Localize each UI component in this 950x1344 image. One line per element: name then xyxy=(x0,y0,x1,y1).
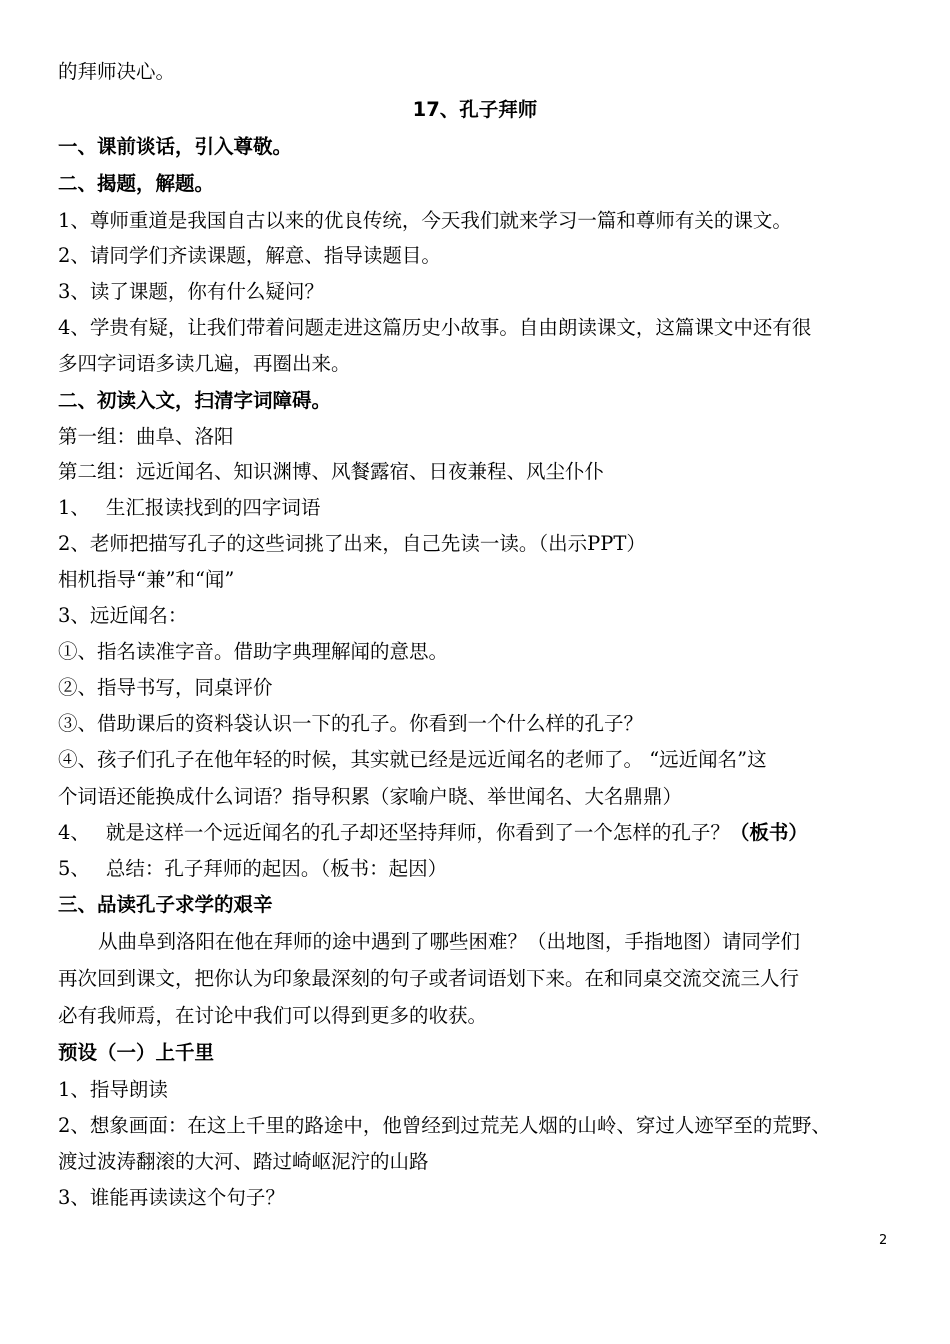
text-line: 2、想象画面：在这上千里的路途中，他曾经到过荒芜人烟的山岭、穿过人迹罕至的荒野、 xyxy=(58,1114,831,1137)
text-line: ③、借助课后的资料袋认识一下的孔子。你看到一个什么样的孔子？ xyxy=(58,712,644,735)
text-line: 1、 生汇报读找到的四字词语 xyxy=(58,496,321,519)
text-line xyxy=(58,823,808,843)
section-heading: 一、课前谈话，引入尊敬。 xyxy=(58,135,293,158)
text-line: 个词语还能换成什么词语？指导积累（家喻户晓、举世闻名、大名鼎鼎） xyxy=(58,785,683,808)
text-line: 4、学贵有疑，让我们带着问题走进这篇历史小故事。自由朗读课文，这篇课文中还有很 xyxy=(58,316,812,339)
text-line: 第二组：远近闻名、知识渊博、风餐露宿、日夜兼程、风尘仆仆 xyxy=(58,460,605,483)
text-line-body: 4、 就是这样一个远近闻名的孔子却还坚持拜师，你看到了一个怎样的孔子？ xyxy=(58,821,730,844)
lesson-title: 17、孔子拜师 xyxy=(412,98,538,121)
text-line: 3、读了课题，你有什么疑问？ xyxy=(58,280,324,303)
text-line: 必有我师焉，在讨论中我们可以得到更多的收获。 xyxy=(58,1004,488,1027)
text-line: 多四字词语多读几遍，再圈出来。 xyxy=(58,352,351,375)
text-line: 相机指导“兼”和“闻” xyxy=(58,568,235,591)
text-line: 2、老师把描写孔子的这些词挑了出来，自己先读一读。（出示PPT） xyxy=(58,532,646,555)
board-note: （板书） xyxy=(729,821,808,844)
text-line: 的拜师决心。 xyxy=(58,60,176,83)
text-line: ①、指名读准字音。借助字典理解闻的意思。 xyxy=(58,640,449,663)
text-line: ④、孩子们孔子在他年轻的时候，其实就已经是远近闻名的老师了。 “远近闻名”这 xyxy=(58,748,767,771)
text-line: 3、谁能再读读这个句子？ xyxy=(58,1186,285,1209)
text-line: 从曲阜到洛阳在他在拜师的途中遇到了哪些困难？（出地图，手指地图）请同学们 xyxy=(98,930,801,953)
text-line: 第一组：曲阜、洛阳 xyxy=(58,425,234,448)
section-heading: 二、揭题，解题。 xyxy=(58,172,215,195)
text-line: 3、远近闻名： xyxy=(58,604,188,627)
section-heading: 预设（一）上千里 xyxy=(58,1041,215,1064)
section-heading: 三、品读孔子求学的艰辛 xyxy=(58,893,273,916)
text-line: 2、请同学们齐读课题，解意、指导读题目。 xyxy=(58,244,441,267)
section-heading: 二、初读入文，扫清字词障碍。 xyxy=(58,389,332,412)
text-line: 渡过波涛翻滚的大河、踏过崎岖泥泞的山路 xyxy=(58,1150,429,1173)
text-line: 再次回到课文，把你认为印象最深刻的句子或者词语划下来。在和同桌交流交流三人行 xyxy=(58,967,800,990)
text-line: 5、 总结：孔子拜师的起因。（板书：起因） xyxy=(58,857,448,880)
text-line: ②、指导书写，同桌评价 xyxy=(58,676,273,699)
page-number: 2 xyxy=(879,1233,888,1248)
text-line: 1、尊师重道是我国自古以来的优良传统，今天我们就来学习一篇和尊师有关的课文。 xyxy=(58,209,792,232)
text-line: 1、指导朗读 xyxy=(58,1078,168,1101)
